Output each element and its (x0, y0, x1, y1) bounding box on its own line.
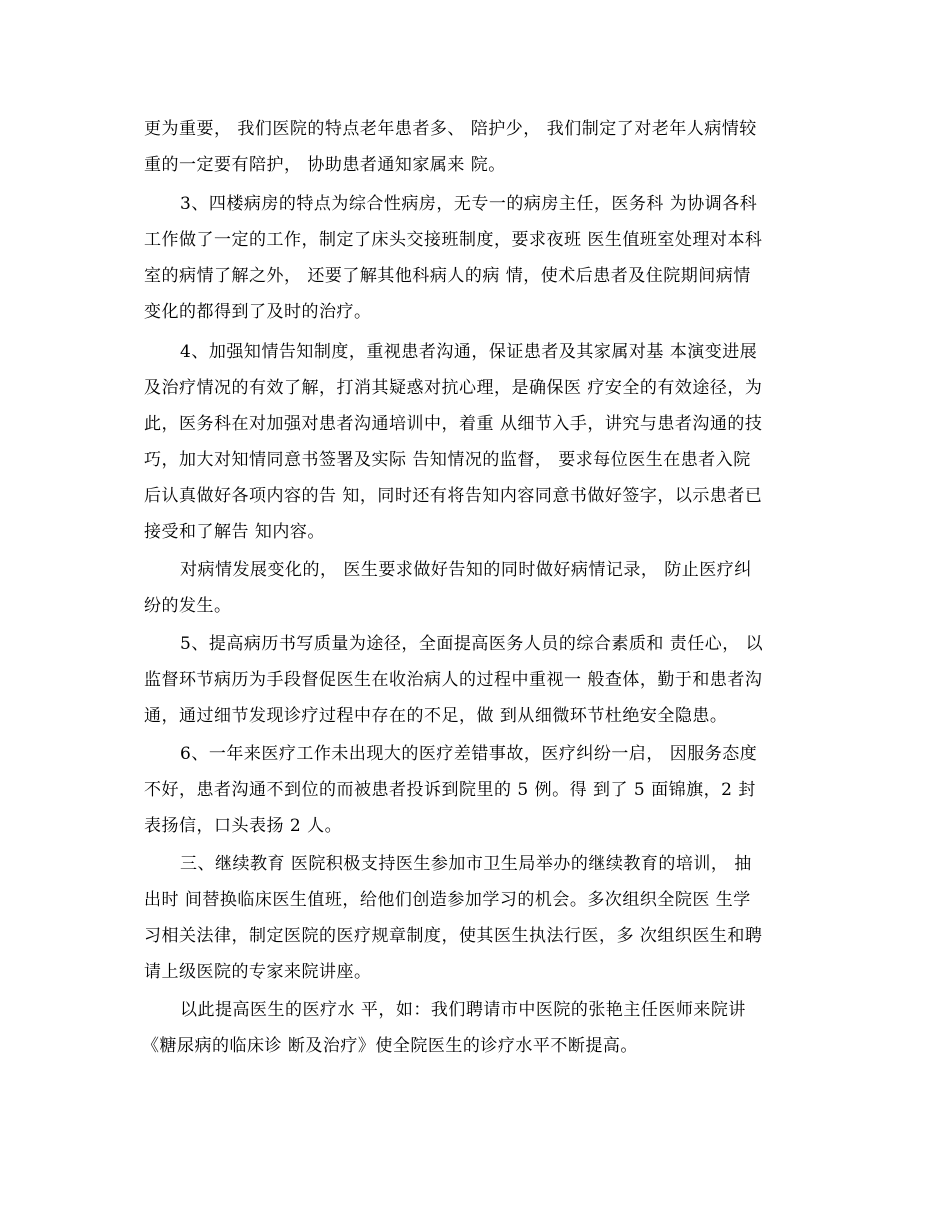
text-line: 不好，患者沟通不到位的而被患者投诉到院里的 5 例。得 到了 5 面锦旗，2 封 (144, 780, 756, 800)
text-line: 请上级医院的专家来院讲座。 (144, 962, 372, 982)
text-line: 以此提高医生的医疗水 平，如：我们聘请市中医院的张艳主任医师来院讲 (180, 1000, 746, 1020)
text-line: 室的病情了解之外， 还要了解其他科病人的病 情，使术后患者及住院期间病情 (144, 266, 751, 286)
text-line: 更为重要， 我们医院的特点老年患者多、 陪护少， 我们制定了对老年人病情较 (144, 119, 757, 139)
text-line: 6、一年来医疗工作未出现大的医疗差错事故，医疗纠纷一启， 因服务态度 (180, 744, 758, 764)
text-line: 出时 间替换临床医生值班，给他们创造参加学习的机会。多次组织全院医 生学 (144, 890, 751, 910)
text-line: 变化的都得到了及时的治疗。 (144, 302, 372, 322)
text-line: 《糖尿病的临床诊 断及治疗》使全院医生的诊疗水平不断提高。 (142, 1036, 638, 1056)
text-line: 此，医务科在对加强对患者沟通培训中，着重 从细节入手，讲究与患者沟通的技 (144, 414, 763, 434)
text-line: 习相关法律，制定医院的医疗规章制度，使其医生执法行医，多 次组织医生和聘 (144, 926, 763, 946)
text-line: 接受和了解告 知内容。 (144, 522, 325, 542)
text-line: 表扬信，口头表扬 2 人。 (144, 816, 343, 836)
text-line: 4、加强知情告知制度，重视患者沟通，保证患者及其家属对基 本演变进展 (180, 342, 758, 362)
text-line: 5、提高病历书写质量为途径，全面提高医务人员的综合素质和 责任心， 以 (180, 634, 764, 654)
text-line: 及治疗情况的有效了解，打消其疑惑对抗心理，是确保医 疗安全的有效途径，为 (144, 378, 763, 398)
text-line: 通，通过细节发现诊疗过程中存在的不足，做 到从细微环节杜绝安全隐患。 (144, 706, 728, 726)
text-line: 巧，加大对知情同意书签署及实际 告知情况的监督， 要求每位医生在患者入院 (144, 450, 751, 470)
text-line: 工作做了一定的工作，制定了床头交接班制度，要求夜班 医生值班室处理对本科 (144, 230, 763, 250)
text-line: 三、继续教育 医院积极支持医生参加市卫生局举办的继续教育的培训， 抽 (180, 854, 752, 874)
text-line: 重的一定要有陪护， 协助患者通知家属来 院。 (144, 155, 506, 175)
text-line: 对病情发展变化的， 医生要求做好告知的同时做好病情记录， 防止医疗纠 (180, 560, 752, 580)
text-line: 后认真做好各项内容的告 知，同时还有将告知内容同意书做好签字，以示患者已 (144, 486, 763, 506)
text-line: 3、四楼病房的特点为综合性病房，无专一的病房主任，医务科 为协调各科 (180, 194, 758, 214)
text-line: 监督环节病历为手段督促医生在收治病人的过程中重视一 般查体，勤于和患者沟 (144, 670, 763, 690)
text-line: 纷的发生。 (144, 596, 232, 616)
